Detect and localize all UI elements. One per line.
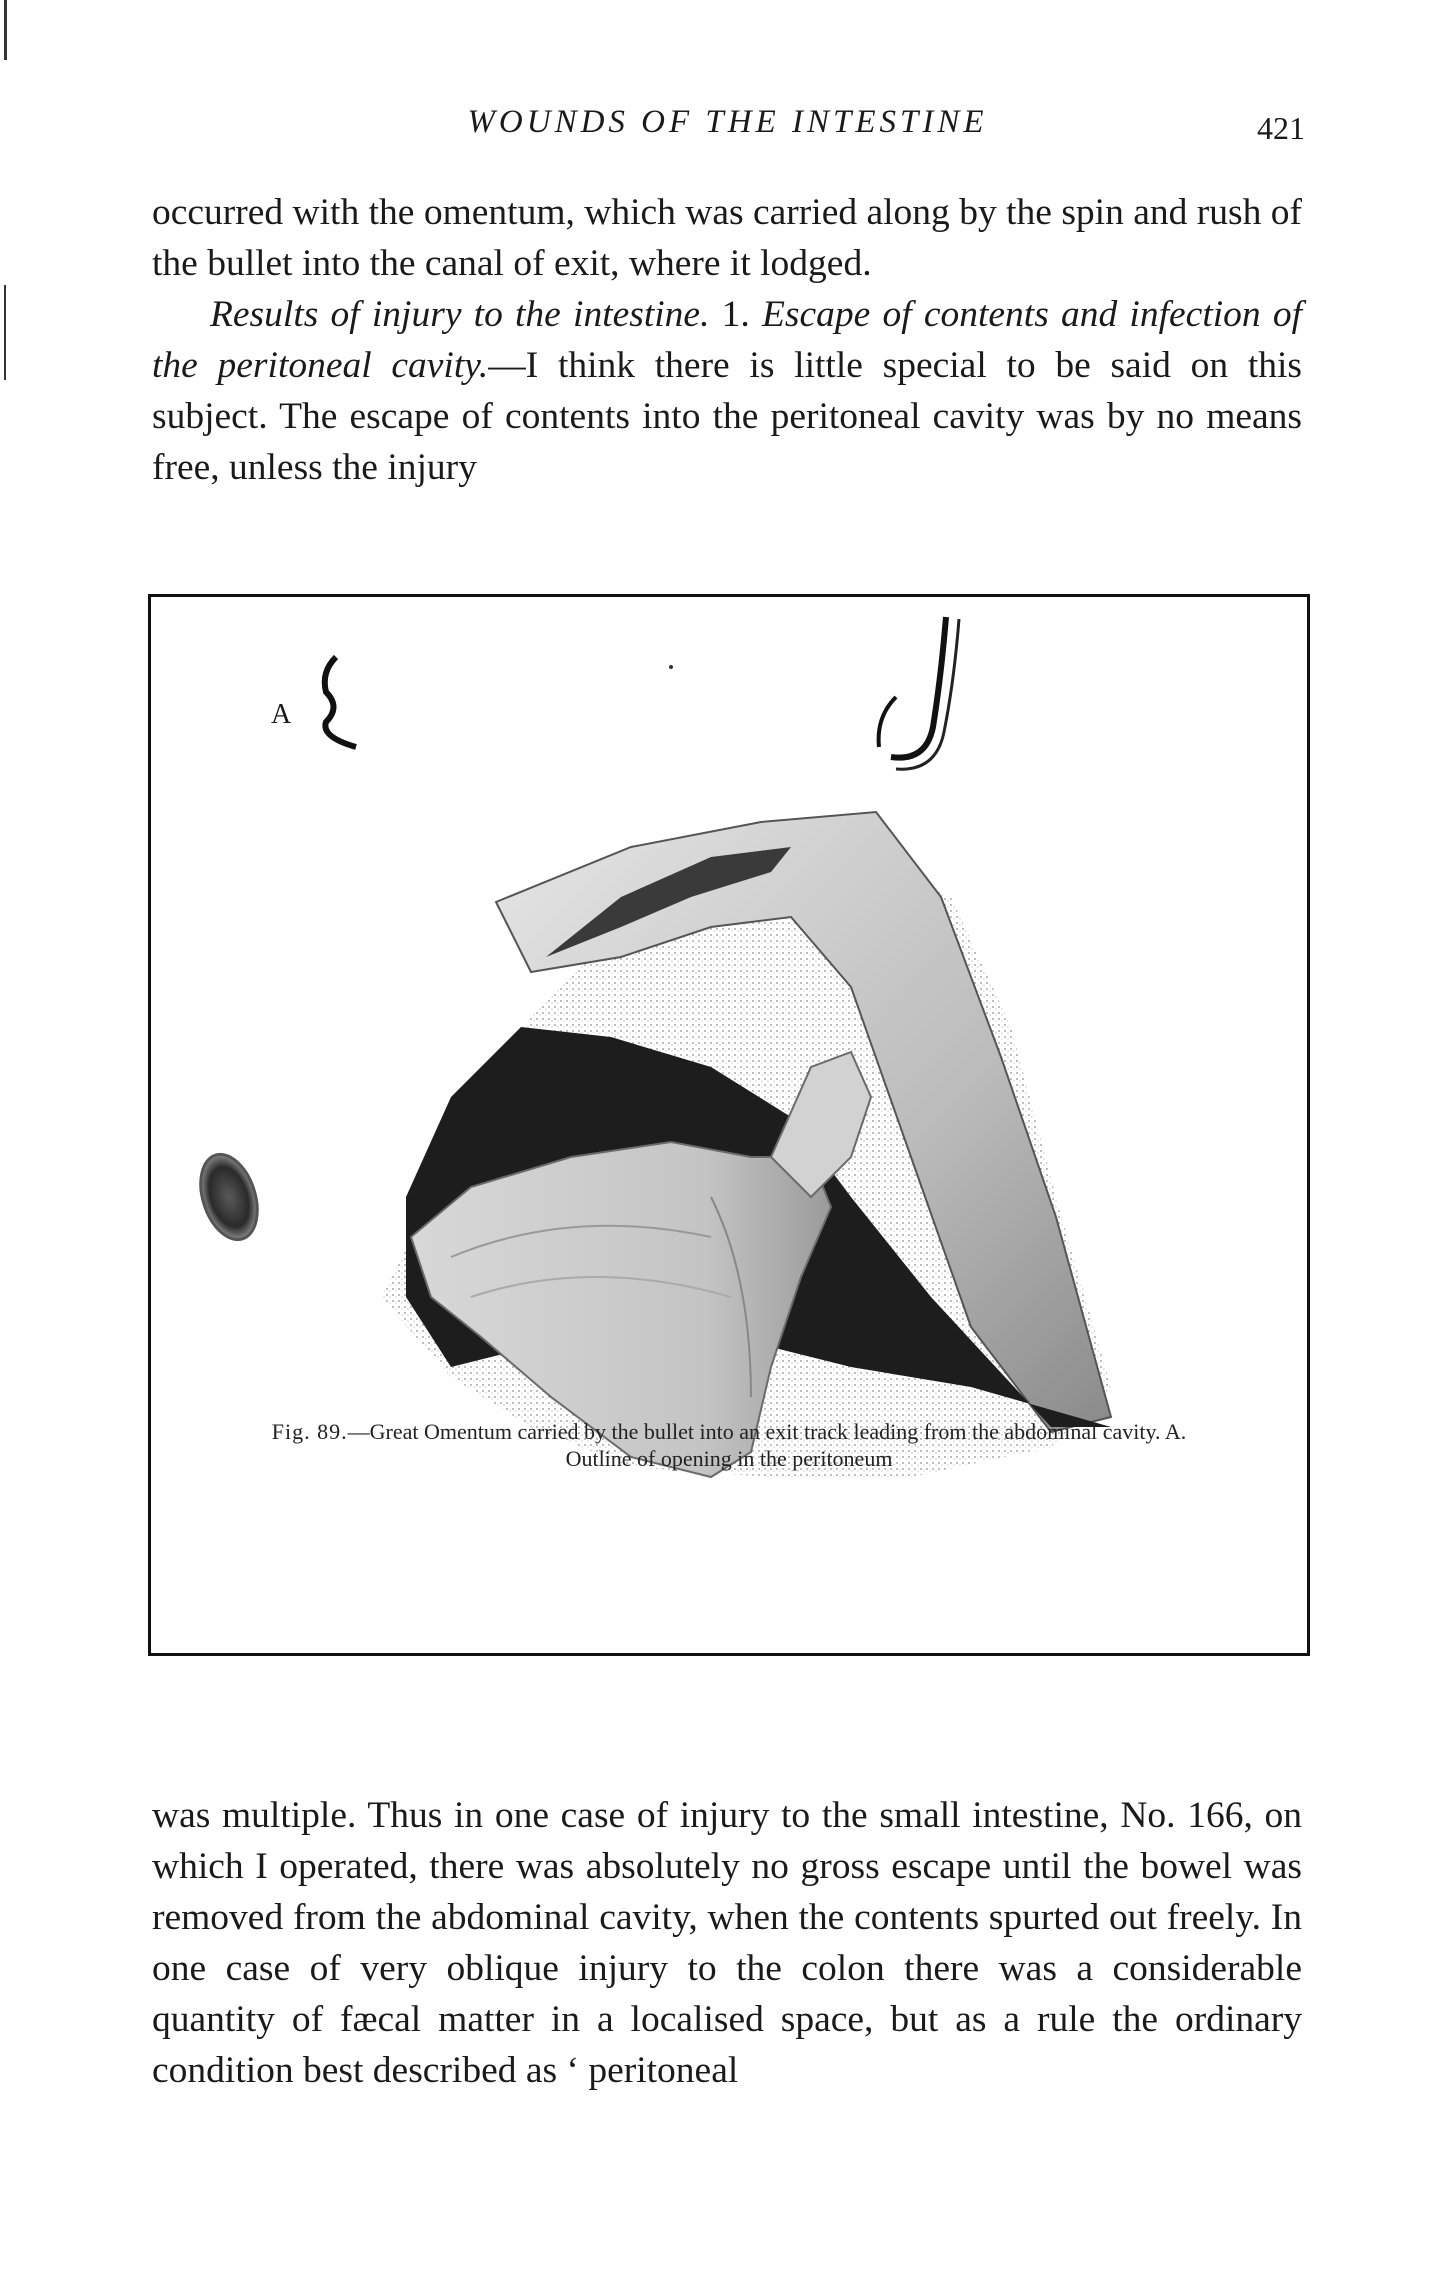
italic-subheading: Escape of contents and infection of the peritoneal cavity. xyxy=(152,294,1303,386)
caption-text: —Great Omentum carried by the bullet into an exit track leading from the abdominal cavity. A. Outline of opening in the peritoneum xyxy=(347,1419,1187,1471)
retractor-hook xyxy=(891,617,946,758)
section-number: 1. xyxy=(721,294,750,335)
running-head xyxy=(150,104,1305,154)
omentum-drawing xyxy=(151,597,1307,1653)
page-number: 421 xyxy=(1257,110,1305,146)
retractor-tip xyxy=(879,697,896,747)
scan-edge-mark xyxy=(4,285,6,380)
figure-label-a: A xyxy=(271,699,292,730)
paragraph-text: —I think there is little special to be said on this subject. The escape of contents into the peritoneal cavity was by no means free, unless the injury xyxy=(152,345,1302,488)
italic-heading: Results of injury to the intestine. xyxy=(210,294,710,335)
opening-outline-marker xyxy=(325,657,356,747)
running-title: WOUNDS OF THE INTESTINE xyxy=(467,104,988,140)
scan-edge-mark xyxy=(4,0,7,60)
caption-figure-number: Fig. 89. xyxy=(271,1419,348,1444)
exit-wound xyxy=(191,1147,268,1247)
figure-caption xyxy=(250,1418,1208,1472)
figure-illustration xyxy=(148,594,1310,1656)
paragraph: occurred with the omentum, which was carried along by the spin and rush of the bullet into the canal of exit, where it lodged. xyxy=(152,192,1302,284)
paragraph: was multiple. Thus in one case of injury to the small intestine, No. 166, on which I operated, there was absolutely no gross escape until the bowel was removed from the abdominal cavity, when the contents spurted out freely. In one case of very oblique injury to the colon there was a considerable quantity of fæcal matter in a localised space, but as a rule the ordinary condition best described as ‘ peritoneal xyxy=(152,1795,1302,2091)
body-text-bottom xyxy=(152,1790,1302,2096)
speck xyxy=(669,665,673,669)
paragraph-results xyxy=(152,289,1302,493)
body-text-top xyxy=(152,187,1302,493)
